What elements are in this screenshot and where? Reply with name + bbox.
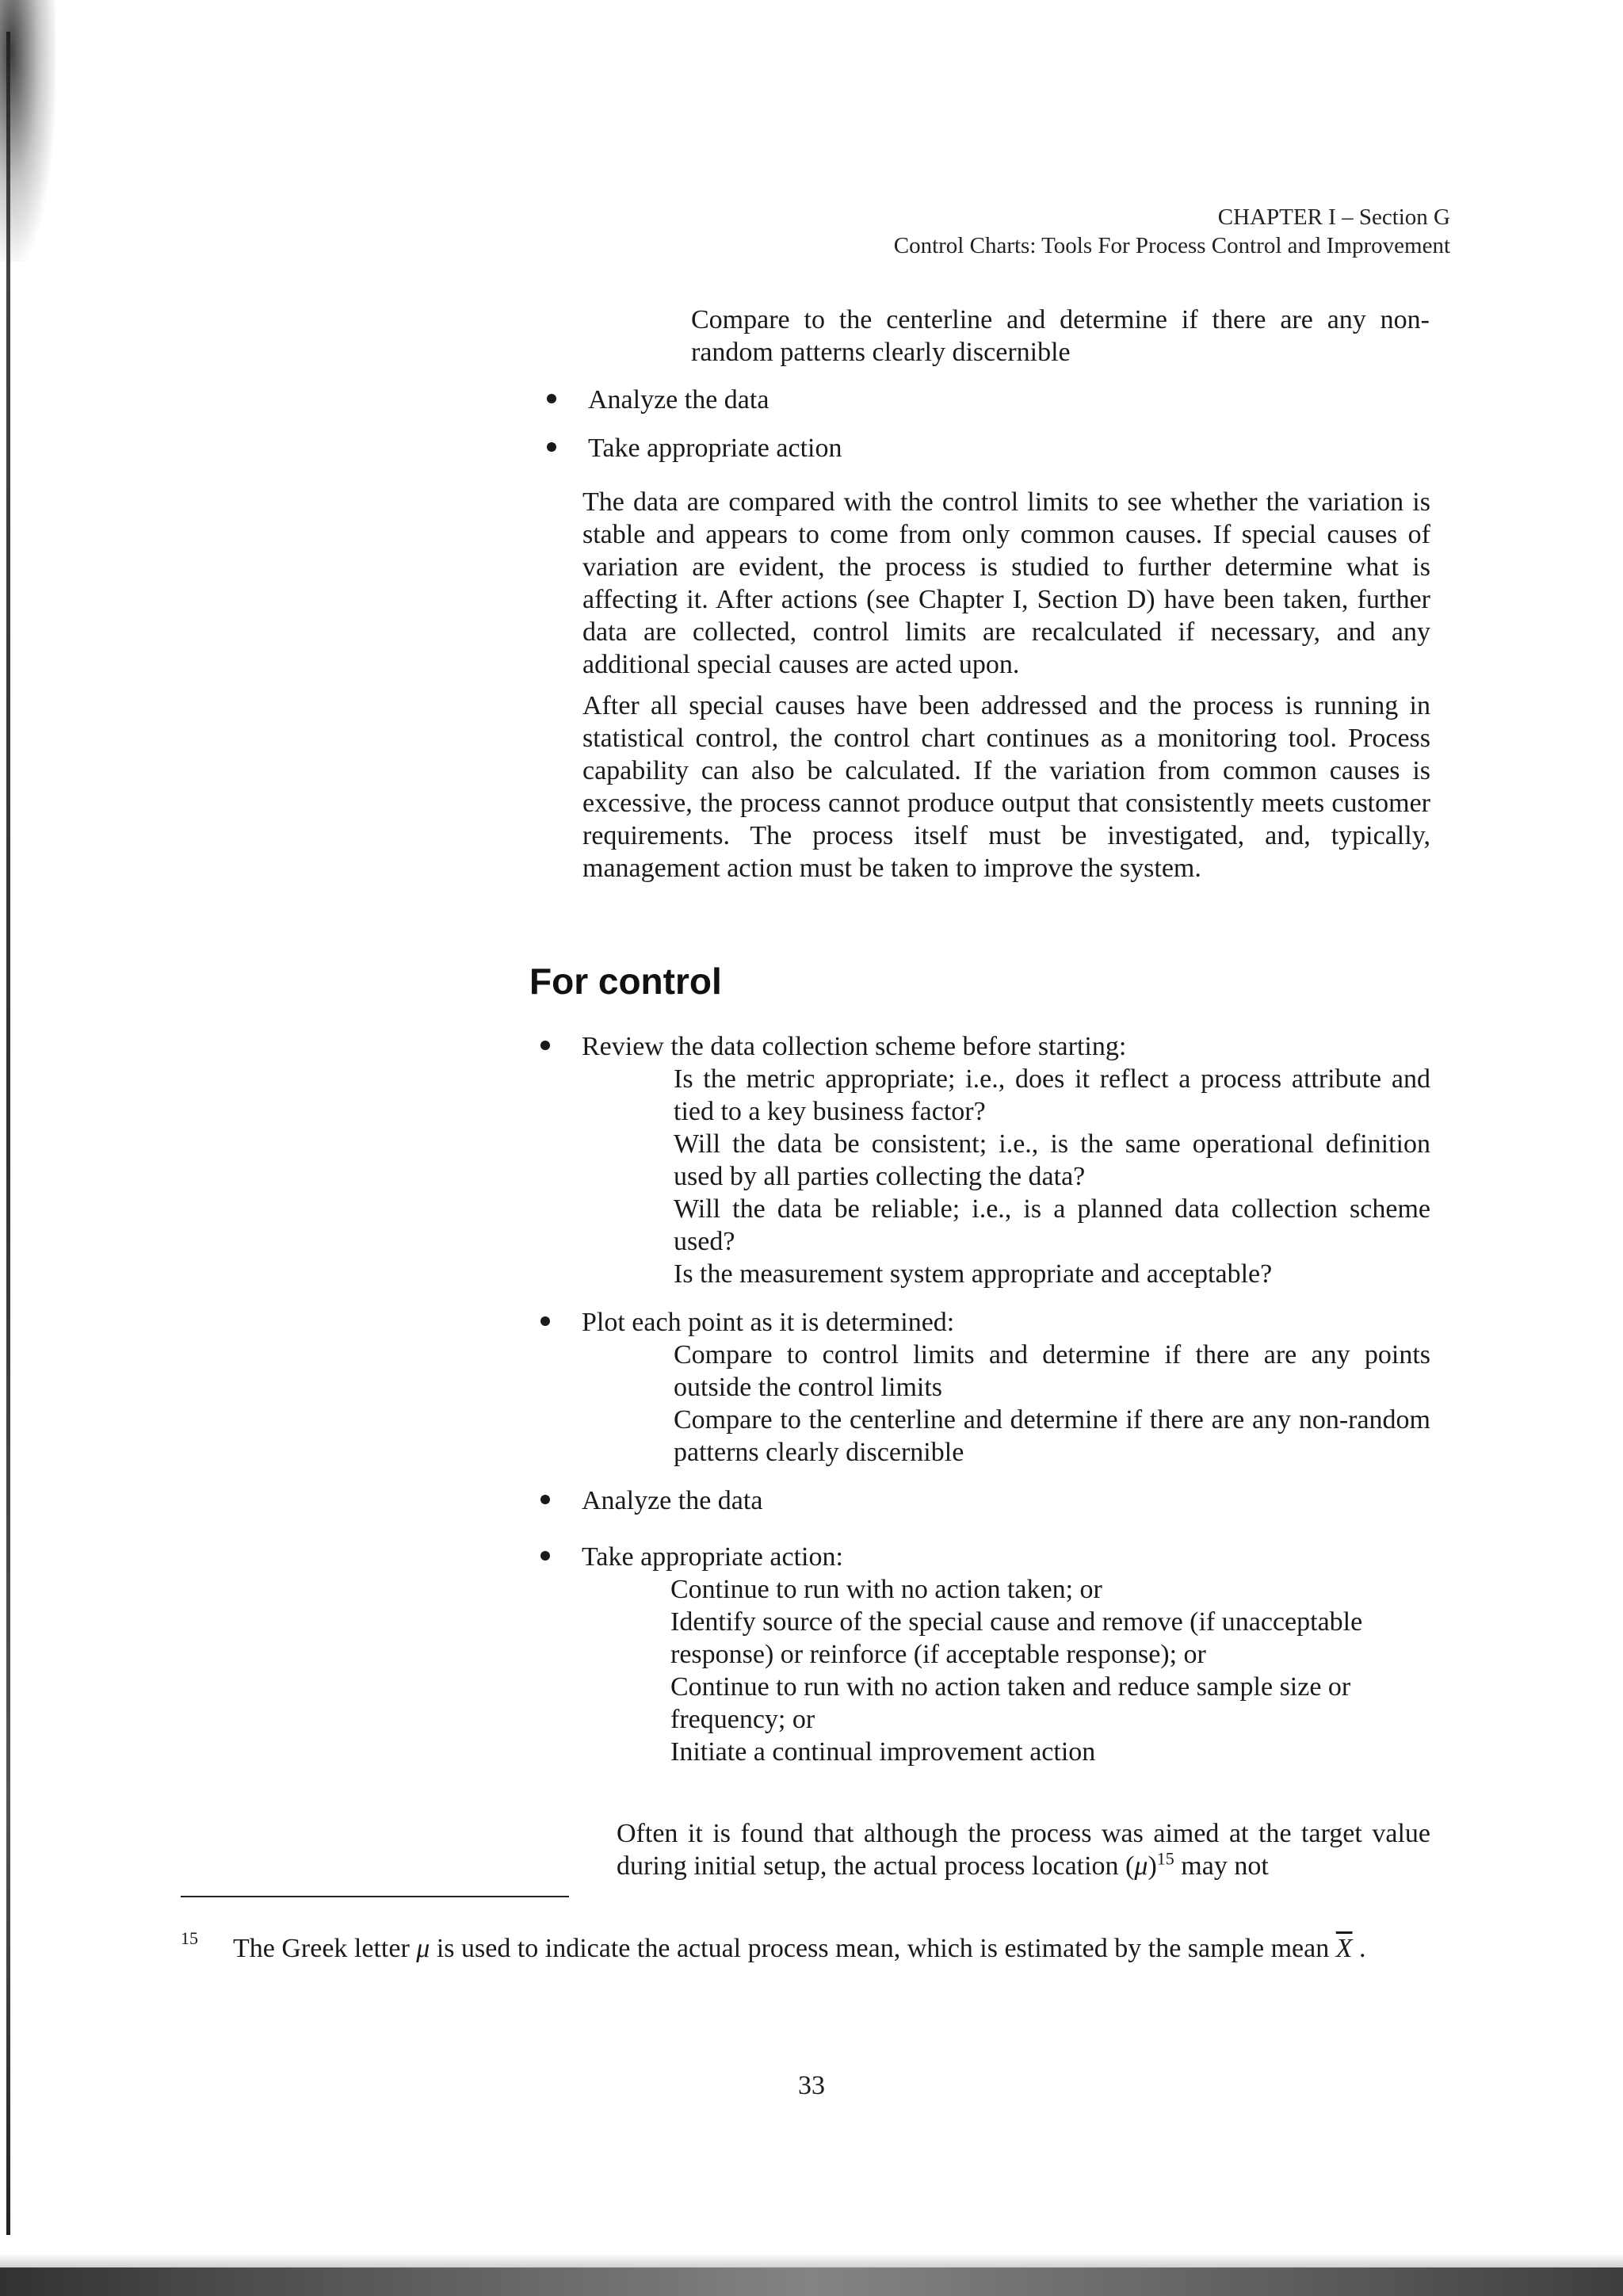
continued-line: Compare to the centerline and determine if there are any non-random patterns clearly discernible <box>691 305 1430 367</box>
footnote-text: The Greek letter μ is used to indicate the actual process mean, which is estimated by the sample mean $\overline{X}$ . <box>233 1934 1366 1963</box>
binding-shadow <box>6 32 10 2235</box>
paragraph-monitoring: After all special causes have been addressed and the process is running in statistical control, the control chart continues as a monitoring tool. Process capability can also be calculated. If the variation from common causes is excessive, the process cannot produce output that consistently meets customer requirements. The process itself must be investigated, and, typically, management action must be taken to improve the system. <box>582 691 1430 883</box>
top-bullet-action <box>547 432 842 464</box>
control-bullet-analyze <box>540 1484 762 1517</box>
sub-item: Will the data be consistent; i.e., is the same operational definition used by all parties collecting the data? <box>674 1129 1430 1191</box>
control-bullet-action <box>540 1541 843 1573</box>
top-bullet-analyze <box>547 384 769 416</box>
sub-item: Initiate a continual improvement action <box>670 1737 1096 1767</box>
sub-item: Continue to run with no action taken; or <box>670 1575 1102 1604</box>
sub-item: Identify source of the special cause and remove (if unacceptable response) or reinforce (if acceptable response); or <box>670 1607 1363 1669</box>
section-heading: For control <box>529 961 722 1002</box>
bullet-icon <box>547 442 556 452</box>
bullet-icon <box>540 1316 550 1326</box>
bullet-text: Take appropriate action: <box>582 1542 843 1572</box>
bullet-icon <box>540 1551 550 1561</box>
paragraph-control-limits: The data are compared with the control limits to see whether the variation is stable and appears to come from only common causes. If special causes of variation are evident, the process is studied to further determine what is affecting it. After actions (see Chapter I, Section D) have been taken, further data are collected, control limits are recalculated if necessary, and any additional special causes are acted upon. <box>582 487 1430 679</box>
bullet-text: Analyze the data <box>588 385 769 415</box>
bullet-icon <box>547 394 556 403</box>
bullet-text: Take appropriate action <box>588 434 842 463</box>
footnote-rule <box>181 1896 569 1897</box>
footnote-marker: 15 <box>181 1928 198 1948</box>
bullet-icon <box>540 1041 550 1050</box>
bullet-text: Review the data collection scheme before starting: <box>582 1032 1127 1061</box>
sub-item: Is the measurement system appropriate and acceptable? <box>674 1259 1273 1289</box>
running-header <box>894 203 1450 260</box>
bullet-text: Analyze the data <box>582 1486 763 1515</box>
action-subitems <box>670 1573 1427 1768</box>
plot-subitems <box>674 1339 1430 1469</box>
sub-item: Compare to control limits and determine if there are any points outside the control limits <box>674 1340 1430 1402</box>
header-chapter: CHAPTER I – Section G <box>1217 204 1450 230</box>
sub-item: Will the data be reliable; i.e., is a planned data collection scheme used? <box>674 1194 1430 1256</box>
sub-item: Is the metric appropriate; i.e., does it reflect a process attribute and tied to a key business factor? <box>674 1064 1430 1126</box>
sub-item: Compare to the centerline and determine if there are any non-random patterns clearly discernible <box>674 1405 1430 1467</box>
scan-left-edge <box>0 0 33 2296</box>
scan-bottom-edge <box>0 2267 1623 2296</box>
xbar-symbol: $\overline{X}$ <box>1335 1934 1353 1963</box>
mu-symbol: μ <box>416 1934 430 1963</box>
bullet-icon <box>540 1495 550 1504</box>
control-bullet-review <box>540 1030 1126 1063</box>
mu-symbol: μ <box>1134 1851 1148 1881</box>
sub-item: Continue to run with no action taken and reduce sample size or frequency; or <box>670 1672 1351 1734</box>
footnote-ref[interactable]: 15 <box>1156 1848 1174 1869</box>
page-number: 33 <box>798 2071 825 2100</box>
header-subtitle: Control Charts: Tools For Process Control and Improvement <box>893 233 1450 258</box>
bullet-text: Plot each point as it is determined: <box>582 1308 955 1337</box>
control-bullet-plot <box>540 1306 954 1339</box>
review-subitems <box>674 1063 1430 1290</box>
closing-paragraph: Often it is found that although the process was aimed at the target value during initial setup, the actual process location $(\mu)^{15}$ may not <box>617 1819 1430 1881</box>
